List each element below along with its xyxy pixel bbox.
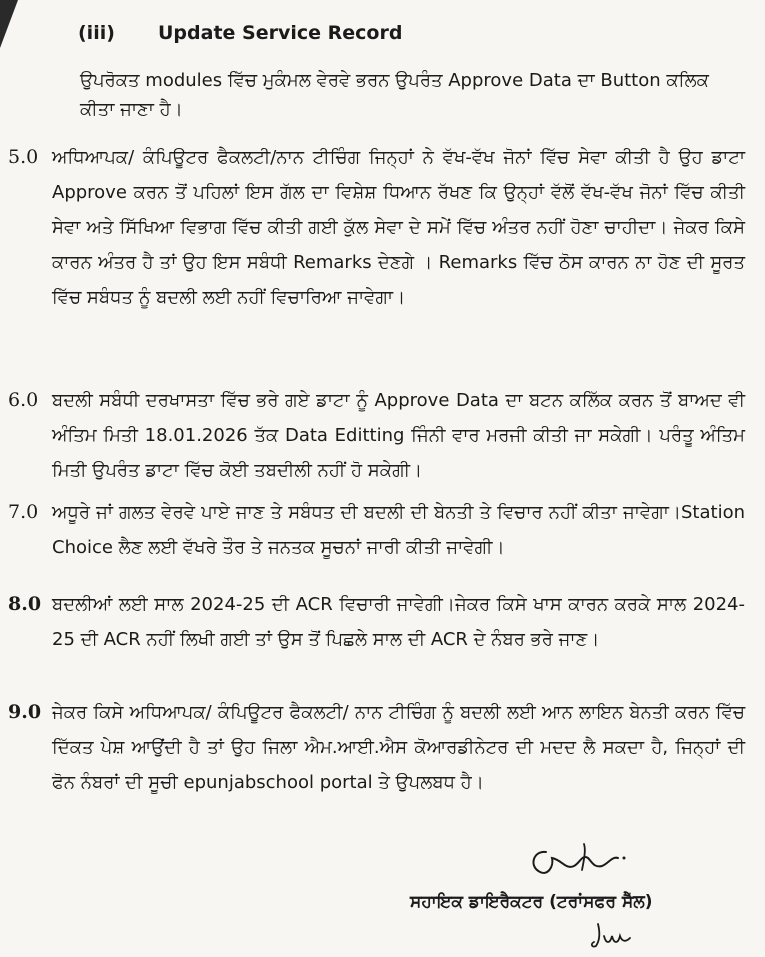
sub-heading <box>78 22 402 44</box>
clause-9 <box>8 695 745 800</box>
clause-7 <box>8 495 745 565</box>
clause-number: 9.0 <box>8 701 42 723</box>
page-corner-shadow <box>0 0 18 48</box>
clause-number: 6.0 <box>8 389 39 411</box>
sub-heading-title: Update Service Record <box>158 22 403 44</box>
signature-scribble <box>522 836 632 886</box>
clause-5 <box>8 140 745 315</box>
clause-text: ਅਧੂਰੇ ਜਾਂ ਗਲਤ ਵੇਰਵੇ ਪਾਏ ਜਾਣ ਤੇ ਸਬੰਧਤ ਦੀ ਬਦਲੀ ਦੀ ਬੇਨਤੀ ਤੇ ਵਿਚਾਰ ਨਹੀਂ ਕੀਤਾ ਜਾਵੇਗਾ।Station Choice ਲੈਣ ਲਈ ਵੱਖਰੇ ਤੌਰ ਤੇ ਜਨਤਕ ਸੂਚਨਾਂ ਜਾਰੀ ਕੀਤੀ ਜਾਵੇਗੀ। <box>52 502 745 558</box>
signatory-designation: ਸਹਾਇਕ ਡਾਇਰੈਕਟਰ (ਟਰਾਂਸਫਰ ਸੈੱਲ) <box>410 892 653 912</box>
clause-number: 5.0 <box>8 146 39 168</box>
clause-number: 8.0 <box>8 593 42 615</box>
clause-text: ਬਦਲੀਆਂ ਲਈ ਸਾਲ 2024-25 ਦੀ ACR ਵਿਚਾਰੀ ਜਾਵੇਗੀ।ਜੇਕਰ ਕਿਸੇ ਖਾਸ ਕਾਰਨ ਕਰਕੇ ਸਾਲ 2024-25 ਦੀ ACR ਨਹੀਂ ਲਿਖੀ ਗਈ ਤਾਂ ਉਸ ਤੋਂ ਪਿਛਲੇ ਸਾਲ ਦੀ ACR ਦੇ ਨੰਬਰ ਭਰੇ ਜਾਣ। <box>52 594 745 650</box>
initials-scribble <box>588 918 636 952</box>
clause-6 <box>8 383 745 488</box>
intro-paragraph: ਉਪਰੋਕਤ modules ਵਿੱਚ ਮੁਕੰਮਲ ਵੇਰਵੇ ਭਰਨ ਉਪਰੰਤ Approve Data ਦਾ Button ਕਲਿਕ ਕੀਤਾ ਜਾਣਾ ਹੈ। <box>80 70 709 120</box>
clause-8 <box>8 587 745 657</box>
clause-number: 7.0 <box>8 501 39 523</box>
clause-text: ਜੇਕਰ ਕਿਸੇ ਅਧਿਆਪਕ/ ਕੰਪਿਊਟਰ ਫੈਕਲਟੀ/ ਨਾਨ ਟੀਚਿੰਗ ਨੂੰ ਬਦਲੀ ਲਈ ਆਨ ਲਾਇਨ ਬੇਨਤੀ ਕਰਨ ਵਿੱਚ ਦਿੱਕਤ ਪੇਸ਼ ਆਉਂਦੀ ਹੈ ਤਾਂ ਉਹ ਜਿਲਾ ਐਮ.ਆਈ.ਐਸ ਕੋਆਰਡੀਨੇਟਰ ਦੀ ਮਦਦ ਲੈ ਸਕਦਾ ਹੈ, ਜਿਨ੍ਹਾਂ ਦੀ ਫੋਨ ਨੰਬਰਾਂ ਦੀ ਸੂਚੀ epunjabschool portal ਤੇ ਉਪਲਬਧ ਹੈ। <box>52 702 745 793</box>
sub-heading-number: (iii) <box>78 22 115 44</box>
clause-text: ਅਧਿਆਪਕ/ ਕੰਪਿਊਟਰ ਫੈਕਲਟੀ/ਨਾਨ ਟੀਚਿੰਗ ਜਿਨ੍ਹਾਂ ਨੇ ਵੱਖ-ਵੱਖ ਜੋਨਾਂ ਵਿੱਚ ਸੇਵਾ ਕੀਤੀ ਹੈ ਉਹ ਡਾਟਾ Approve ਕਰਨ ਤੋਂ ਪਹਿਲਾਂ ਇਸ ਗੱਲ ਦਾ ਵਿਸ਼ੇਸ਼ ਧਿਆਨ ਰੱਖਣ ਕਿ ਉਨ੍ਹਾਂ ਵੱਲੋਂ ਵੱਖ-ਵੱਖ ਜੋਨਾਂ ਵਿੱਚ ਕੀਤੀ ਸੇਵਾ ਅਤੇ ਸਿੱਖਿਆ ਵਿਭਾਗ ਵਿੱਚ ਕੀਤੀ ਗਈ ਕੁੱਲ ਸੇਵਾ ਦੇ ਸਮੇਂ ਵਿੱਚ ਅੰਤਰ ਨਹੀਂ ਹੋਣਾ ਚਾਹੀਦਾ। ਜੇਕਰ ਕਿਸੇ ਕਾਰਨ ਅੰਤਰ ਹੈ ਤਾਂ ਉਹ ਇਸ ਸਬੰਧੀ Remarks ਦੇਣਗੇ । Remarks ਵਿੱਚ ਠੋਸ ਕਾਰਨ ਨਾ ਹੋਣ ਦੀ ਸੂਰਤ ਵਿੱਚ ਸਬੰਧਤ ਨੂੰ ਬਦਲੀ ਲਈ ਨਹੀਂ ਵਿਚਾਰਿਆ ਜਾਵੇਗਾ। <box>52 147 745 308</box>
clause-text: ਬਦਲੀ ਸਬੰਧੀ ਦਰਖਾਸਤਾ ਵਿੱਚ ਭਰੇ ਗਏ ਡਾਟਾ ਨੂੰ Approve Data ਦਾ ਬਟਨ ਕਲਿੱਕ ਕਰਨ ਤੋਂ ਬਾਅਦ ਵੀ ਅੰਤਿਮ ਮਿਤੀ 18.01.2026 ਤੱਕ Data Editting ਜਿੰਨੀ ਵਾਰ ਮਰਜੀ ਕੀਤੀ ਜਾ ਸਕੇਗੀ। ਪਰੰਤੂ ਅੰਤਿਮ ਮਿਤੀ ਉਪਰੰਤ ਡਾਟਾ ਵਿੱਚ ਕੋਈ ਤਬਦੀਲੀ ਨਹੀਂ ਹੋ ਸਕੇਗੀ। <box>52 390 745 481</box>
